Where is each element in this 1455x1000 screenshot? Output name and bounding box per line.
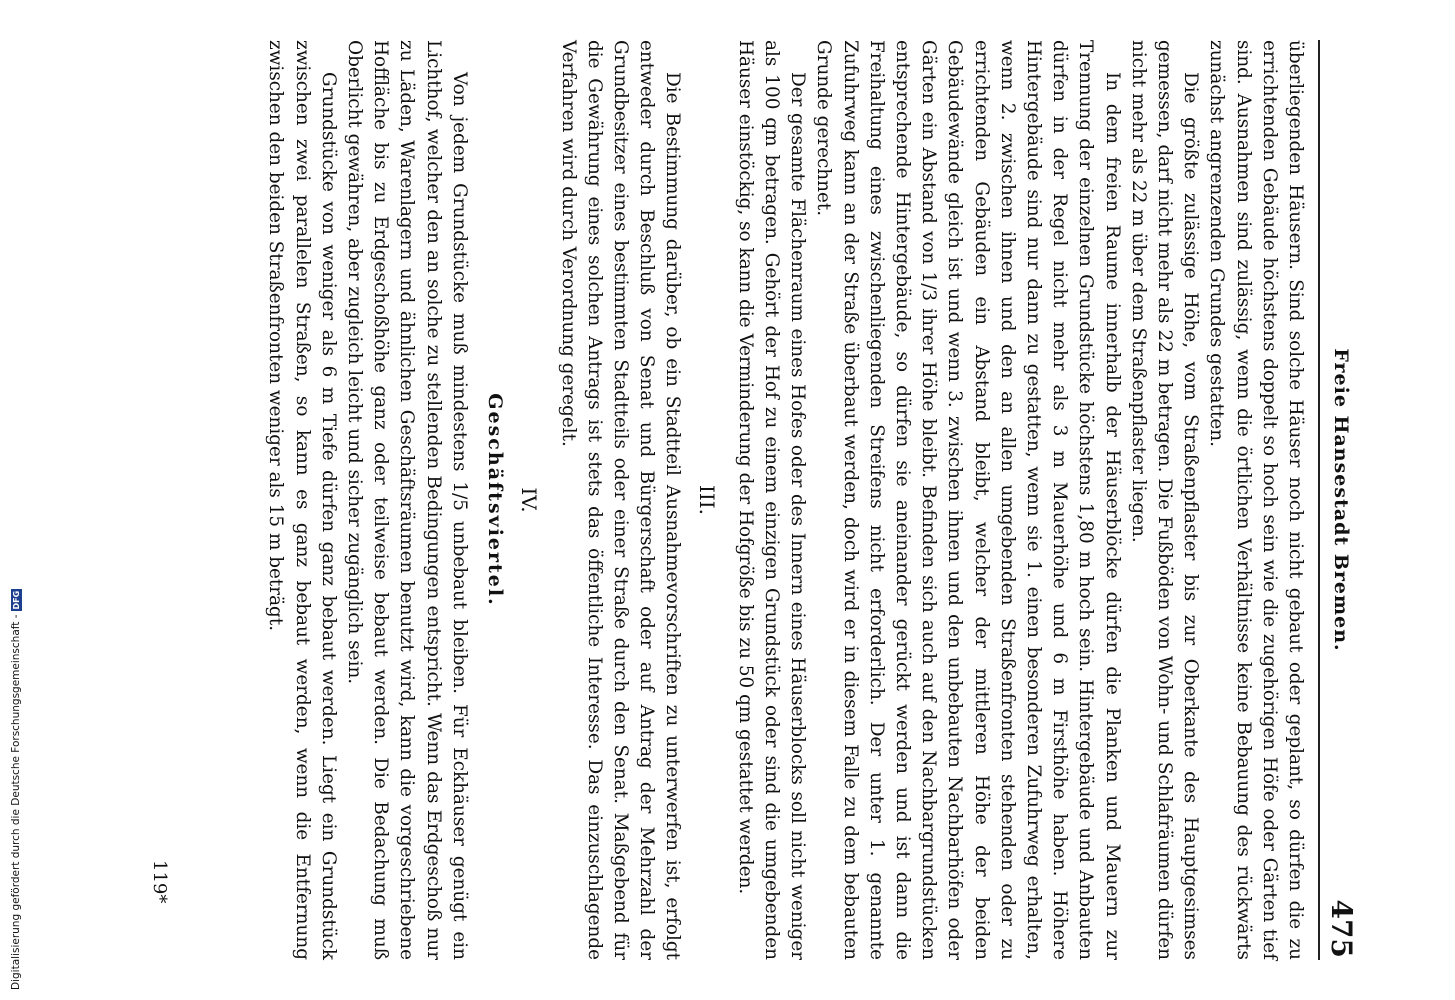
digitization-note-text: Digitalisierung gefördert durch die Deutsche Forschungsgemeinschaft - — [10, 614, 22, 990]
rotated-book-page — [120, 40, 1360, 960]
section-4-title: Geschäftsviertel. — [484, 393, 507, 607]
section-4-paragraph-1: Von jedem Grundstücke muß mindestens 1/5 unbebaut bleiben. Für Eckhäuser genügt ein Lichthof, welcher den an solche zu stellenden Bedingungen entspricht. Wenn das Erdgeschoß nur zu Läden, Warenlagern und ähnlichen Geschäftsräumen benutzt wird, kann die vorgeschriebene Hoffläche bis zu Erdgeschoßhöhe ganz oder teilweise bebaut werden. Die Bedachung muß Oberlicht gewähren, aber zugleich leicht und sicher zugänglich sein. — [344, 40, 470, 960]
paragraph-1: überliegenden Häusern. Sind solche Häuser noch nicht gebaut oder geplant, so dürfen die zu errichtenden Gebäude höchstens doppelt so hoch sein wie die zugehörigen Höfe oder Gärten tief sind. Ausnahmen sind zulässig, wenn die örtlichen Verhältnisse keine Bebauung des rückwärts zunächst angrenzenden Grundes gestatten. — [1206, 40, 1306, 960]
dfg-logo: DFG — [11, 590, 21, 610]
paragraph-3: In dem freien Raume innerhalb der Häuserblöcke dürfen die Planken und Mauern zur Trennung der einzelnen Grundstücke höchstens 1,80 m hoch sein. Hintergebäude und Anbauten dürfen in der Regel nicht mehr als 3 m Mauerhöhe und 6 m Firsthöhe haben. Höhere Hintergebäude sind nur dann zu gestatten, wenn sie 1. einen besonderen Zufuhrweg erhalten, wenn 2. zwischen ihnen und den an allen umgebenden Straßenfronten stehenden oder zu errichtenden Gebäuden ein Abstand bleibt, welcher der mittleren Höhe der beiden Gebäudewände gleich ist und wenn 3. zwischen ihnen und den unbebauten Nachbarhöfen oder Gärten ein Abstand von 1/3 ihrer Höhe bleibt. Befinden sich auch auf den Nachbargrundstücken entsprechende Hintergebäude, so dürfen sie aneinander gerückt werden und ist dann die Freihaltung eines zwischenliegenden Streifens nicht erforderlich. Der unter 1. genannte Zufuhrweg kann an der Straße überbaut werden, doch wird er in diesem Falle zu dem bebauten Grunde gerechnet. — [813, 40, 1123, 960]
paragraph-4: Der gesamte Flächenraum eines Hofes oder des Innern eines Häuserblocks soll nicht weniger als 100 qm betragen. Gehört der Hof zu einem einzigen Grundstück oder sind die umgebenden Häuser einstöckig, so kann die Verminderung der Hofgröße bis zu 50 qm gestattet werden. — [734, 40, 809, 960]
running-head: Freie Hansestadt Bremen. — [1330, 348, 1352, 652]
page-header — [1318, 40, 1360, 960]
digitization-note — [10, 590, 22, 990]
body-text — [262, 40, 1308, 960]
section-4-number: IV. — [517, 487, 542, 513]
signature-mark: 119* — [149, 860, 170, 904]
paragraph-2: Die größte zulässige Höhe, vom Straßenpflaster bis zur Oberkante des Hauptgesimses gemessen, darf nicht mehr als 22 m betragen. Die Fußböden von Wohn- und Schlafräumen dürfen nicht mehr als 22 m über dem Straßenpflaster liegen. — [1127, 40, 1202, 960]
page-number: 475 — [1325, 899, 1358, 958]
section-3-paragraph: Die Bestimmung darüber, ob ein Stadtteil Ausnahmevorschriften zu unterwerfen ist, erfolgt entweder durch Beschluß von Senat und Bürgerschaft oder auf Antrag der Mehrzahl der Grundbesitzer eines bestimmten Stadtteils oder einer Straße durch den Senat. Maßgebend für die Gewährung eines solchen Antrags ist stets das öffentliche Interesse. Das einzuschlagende Verfahren wird durch Verordnung geregelt. — [557, 40, 684, 960]
section-3-number: III. — [694, 484, 719, 516]
section-4-paragraph-2: Grundstücke von weniger als 6 m Tiefe dürfen ganz bebaut werden. Liegt ein Grundstück zwischen zwei parallelen Straßen, so kann es ganz bebaut werden, wenn die Entfernung zwischen den beiden Straßenfronten weniger als 15 m beträgt. — [265, 40, 339, 960]
